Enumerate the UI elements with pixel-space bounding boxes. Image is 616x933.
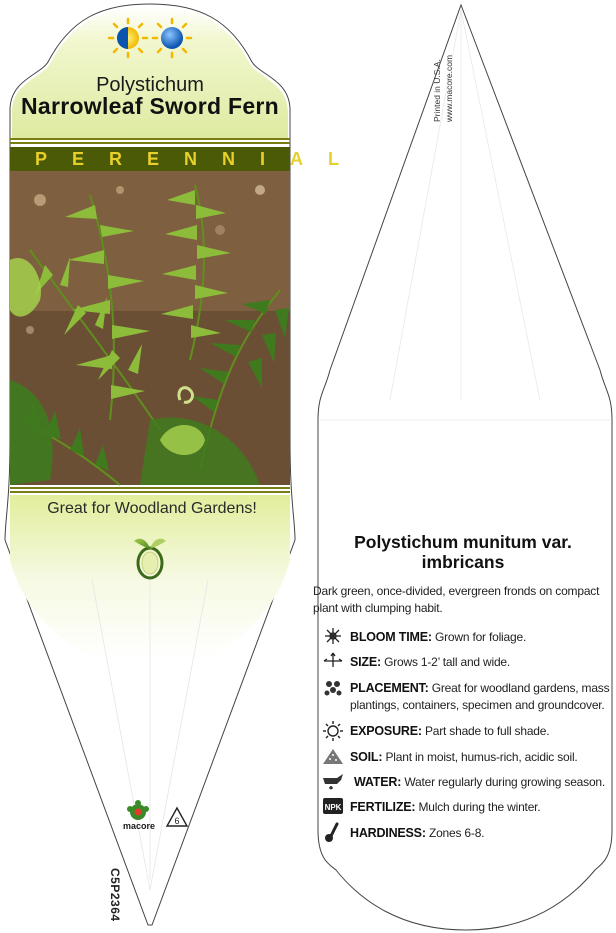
attr-hardiness: HARDINESS: Zones 6-8.	[350, 826, 485, 840]
scientific-name: Polystichum munitum var. imbricans	[354, 532, 572, 572]
attr-fertilize: FERTILIZE: Mulch during the winter.	[350, 800, 541, 814]
tagline: Great for Woodland Gardens!	[47, 500, 257, 517]
attr-soil: SOIL: Plant in moist, humus-rich, acidic soil.	[350, 750, 578, 764]
attr-exposure: EXPOSURE: Part shade to full shade.	[350, 724, 550, 738]
attr-bloom-time: BLOOM TIME: Grown for foliage.	[350, 630, 527, 644]
svg-text:NPK: NPK	[324, 803, 342, 812]
svg-text:6: 6	[174, 816, 180, 826]
genus-name: Polystichum	[96, 74, 204, 96]
description: Dark green, once-divided, evergreen fronds on compact plant with clumping habit.	[313, 584, 600, 615]
perennial-label: PERENNIAL	[35, 149, 365, 169]
attr-placement: PLACEMENT: Great for woodland gardens, mass plantings, containers, specimen and groundcover.	[350, 681, 610, 712]
printed-note: Printed in U.S.A. www.macore.com	[432, 54, 454, 122]
attr-size: SIZE: Grows 1-2’ tall and wide.	[350, 655, 511, 669]
common-name: Narrowleaf Sword Fern	[20, 93, 280, 119]
macore-brand: macore	[123, 821, 156, 831]
attr-water: WATER: Water regularly during growing season.	[354, 775, 606, 789]
plant-photo	[10, 171, 290, 485]
back-tag-outline	[318, 5, 612, 930]
plant-tag-sheet: 6 NPK Polystichum Narrowleaf Sword Fern PERENNIAL Great for Woodland Gardens! macore C5P2364 Printed in U.S.A. www.macore.com Polystichum munitum var. imbricans Dark green, once-divided, evergreen fronds on compact plant with clumping habit. BLOOM TIME: Grown for foliage. SIZE: Grows 1-2’ tall and wide. PLACEMENT: Great for woodland gardens, mass plantings, containers, specimen and groundcover. EXPOSURE: Part shade to full shade. SOIL: Plant in moist, humus-rich, acidic soil. WATER: Water regularly during growing season. FERTILIZE: Mulch during the winter. HARDINESS: Zones 6-8.	[0, 0, 616, 933]
